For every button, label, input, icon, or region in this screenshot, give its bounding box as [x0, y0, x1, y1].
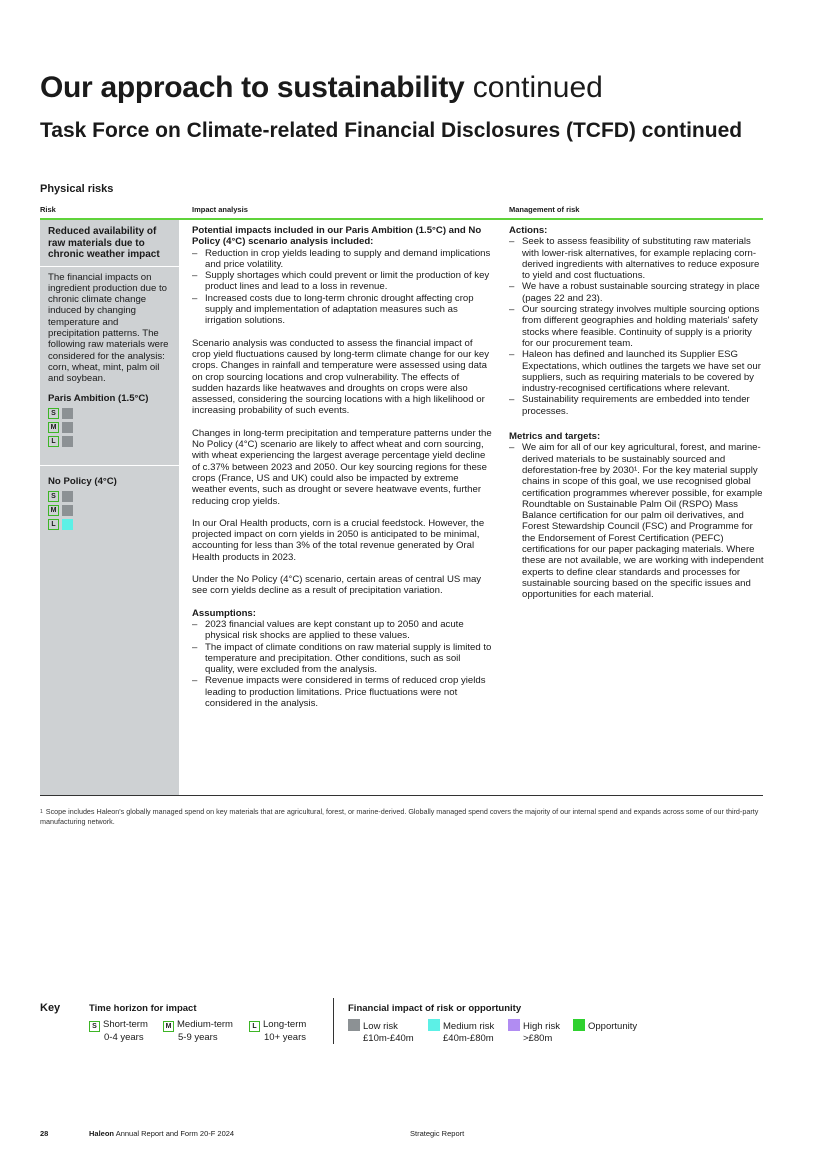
footer-section: Strategic Report [410, 1129, 465, 1138]
time-horizon-key [249, 1019, 306, 1044]
management-column [509, 225, 765, 601]
risk-level-swatch [62, 422, 73, 433]
footnote-marker: 1 [40, 809, 43, 815]
key-range: 10+ years [264, 1032, 306, 1043]
financial-impact-key [348, 1019, 414, 1045]
key-line [348, 1021, 398, 1032]
risk-column [40, 220, 179, 795]
key-label-text: Medium risk [443, 1021, 495, 1032]
time-horizon-key [89, 1019, 148, 1044]
actions-heading: Actions: [509, 225, 548, 236]
impact-bullet: – Supply shortages which could prevent or limit the production of key product lines and lead to a loss in revenue. [192, 270, 492, 293]
assumption-item: – The impact of climate conditions on raw material supply is limited to temperature and precipitation. Other conditions, such as soil quality, were excluded from the analysis. [192, 642, 492, 676]
key-label: Key [40, 1002, 61, 1014]
horizon-badge: S [89, 1021, 100, 1032]
impact-paragraph: In our Oral Health products, corn is a crucial feedstock. However, the projected impact on corn yields in 2050 is anticipated to be minimal, accounting for less than 3% of the total revenue generated by Oral Health products in 2023. [192, 517, 485, 563]
column-header-management: Management of risk [509, 205, 580, 214]
action-item: – We have a robust sustainable sourcing strategy in place (pages 22 and 23). [509, 281, 765, 304]
key-divider [333, 998, 334, 1044]
action-item: – Sustainability requirements are embedded into tender processes. [509, 394, 765, 417]
key-label-text: Low risk [363, 1021, 398, 1032]
key-line [89, 1019, 148, 1030]
key-range: 5-9 years [178, 1032, 218, 1043]
footnote [40, 807, 765, 827]
horizon-badge: M [48, 505, 59, 516]
impact-paragraph: Scenario analysis was conducted to assess the financial impact of crop yield fluctuations caused by long-term climate change for our key crops. Changes in rainfall and temperature were assessed using data on crop sourcing locations and crop vulnerability. The effects of sudden hazards like heatwaves and droughts on crops were also assessed, considering the sourcing locations with a high likelihood or increasing probability of such events. [192, 337, 490, 417]
action-item: – Haleon has defined and launched its Supplier ESG Expectations, which outlines the targets we have set our suppliers, such as requiring materials to be covered by industry-recognised certifications where relevant. [509, 349, 765, 394]
legend-swatch [508, 1019, 520, 1031]
section-label: Physical risks [40, 183, 114, 195]
key-line [428, 1021, 494, 1032]
assumptions-list [192, 619, 492, 709]
horizon-badge: L [48, 519, 59, 530]
key-range: £40m-£80m [443, 1033, 494, 1044]
metric-item: – We aim for all of our key agricultural, forest, and marine-derived materials to be sustainably sourced and deforestation-free by 2030¹. For the key material supply chains in scope of this goal, we use recognised global certification programmes wherever possible, for example Roundtable on Sustainable Palm Oil (RSPO) Mass Balance certification for our palm oil derivatives, and Forest Stewardship Council (FSC) and Programme for the Endorsement of Forest Certification (PEFC) certifications for our paper packaging materials. Where these are not available, we are working with independent experts to define clear standards and processes for sustainable sourcing based on the specific issues and opportunities for each material. [509, 442, 765, 600]
scenario-divider [40, 465, 179, 466]
key-label-text: Opportunity [588, 1021, 638, 1032]
assumption-item: – Revenue impacts were considered in terms of reduced crop yields leading to production limitations. Price fluctuations were not considered in the analysis. [192, 675, 492, 709]
metrics-list [509, 442, 765, 600]
horizon-badge: M [163, 1021, 174, 1032]
report-title: Annual Report and Form 20-F 2024 [115, 1129, 235, 1138]
key-range: 0-4 years [104, 1032, 144, 1043]
title-main: Our approach to sustainability [40, 71, 465, 104]
key-label-text: High risk [523, 1021, 560, 1032]
impact-bullet-list [192, 248, 492, 327]
impact-paragraphs [192, 338, 492, 597]
risk-level-swatch [62, 491, 73, 502]
horizon-row [48, 490, 172, 502]
impact-heading: Potential impacts included in our Paris Ambition (1.5°C) and No Policy (4°C) scenario analysis included: [192, 225, 482, 248]
key-label-text: Long-term [263, 1019, 307, 1030]
action-item: – Our sourcing strategy involves multiple sourcing options from different geographies and holding materials' safety stocks where feasible. Continuity of supply is a priority for our procurement team. [509, 304, 765, 349]
actions-list [509, 236, 765, 417]
page-number: 28 [40, 1129, 49, 1138]
column-header-risk: Risk [40, 205, 56, 214]
key-label-text: Medium-term [177, 1019, 233, 1030]
financial-impact-title: Financial impact of risk or opportunity [348, 1003, 522, 1014]
footnote-text: Scope includes Haleon's globally managed spend on key materials that are agricultural, forest, or marine-derived. Globally managed spend covers the majority of our internal spend and expands across some of our third-party manufacturing network. [40, 807, 759, 826]
horizon-row [48, 407, 172, 419]
horizon-row [48, 435, 172, 447]
report-name [89, 1129, 234, 1138]
impact-column [192, 225, 492, 709]
legend-swatch [428, 1019, 440, 1031]
horizon-row [48, 421, 172, 433]
impact-bullet: – Increased costs due to long-term chronic drought affecting crop supply and implementation of adaptation measures such as irrigation solutions. [192, 293, 492, 327]
horizon-row [48, 518, 172, 530]
risk-description: The financial impacts on ingredient production due to chronic climate change induced by changing temperature and precipitation patterns. The following raw materials were considered for the analysis: corn, wheat, mint, palm oil and soybean. [48, 271, 169, 385]
legend-swatch [348, 1019, 360, 1031]
scenario-label: Paris Ambition (1.5°C) [48, 393, 149, 405]
page-subtitle: Task Force on Climate-related Financial Disclosures (TCFD) continued [40, 119, 743, 142]
assumptions-heading: Assumptions: [192, 607, 256, 619]
financial-impact-key [573, 1019, 637, 1033]
horizon-badge: M [48, 422, 59, 433]
key-line [249, 1019, 306, 1030]
action-item: – Seek to assess feasibility of substituting raw materials with lower-risk alternatives, for example replacing corn-derived ingredients with alternatives to reduce exposure to yield and cost fluctuations. [509, 236, 765, 281]
horizon-row [48, 504, 172, 516]
impact-paragraph: Under the No Policy (4°C) scenario, certain areas of central US may see corn yields decline as a result of precipitation variation. [192, 574, 482, 597]
horizon-badge: L [249, 1021, 260, 1032]
time-horizon-title: Time horizon for impact [89, 1003, 197, 1014]
horizon-badge: S [48, 408, 59, 419]
column-header-impact: Impact analysis [192, 205, 248, 214]
impact-paragraph: Changes in long-term precipitation and temperature patterns under the No Policy (4°C) scenario are likely to affect wheat and corn sourcing, with wheat experiencing the largest average percentage yield decline of c.37% between 2023 and 2050. Our key sourcing regions for these crops (France, US and UK) could also be impacted by extreme weather events, such as drought or severe heatwave events, further reducing crop yields. [192, 427, 492, 507]
key-line [508, 1021, 560, 1032]
key-range: £10m-£40m [363, 1033, 414, 1044]
horizon-badge: L [48, 436, 59, 447]
risk-level-swatch [62, 436, 73, 447]
risk-level-swatch [62, 505, 73, 516]
risk-level-swatch [62, 519, 73, 530]
risk-divider [40, 266, 179, 267]
financial-impact-key [508, 1019, 560, 1045]
metrics-heading: Metrics and targets: [509, 431, 601, 443]
risk-level-swatch [62, 408, 73, 419]
brand-name: Haleon [89, 1129, 115, 1138]
scenario-label: No Policy (4°C) [48, 476, 117, 488]
scenario-list [48, 393, 172, 530]
key-label-text: Short-term [103, 1019, 148, 1030]
scenario-spacer [48, 447, 172, 461]
page-title [40, 70, 603, 106]
table-bottom-rule [40, 795, 763, 796]
key-range: >£80m [523, 1033, 553, 1044]
time-horizon-key [163, 1019, 233, 1044]
title-continued: continued [472, 71, 603, 104]
horizon-badge: S [48, 491, 59, 502]
legend-swatch [573, 1019, 585, 1031]
key-line [163, 1019, 233, 1030]
risk-title: Reduced availability of raw materials due to chronic weather impact [48, 226, 160, 260]
financial-impact-key [428, 1019, 494, 1045]
key-line [573, 1021, 637, 1032]
assumption-item: – 2023 financial values are kept constant up to 2050 and acute physical risk shocks are applied to these values. [192, 619, 492, 642]
impact-bullet: – Reduction in crop yields leading to supply and demand implications and price volatility. [192, 248, 492, 271]
